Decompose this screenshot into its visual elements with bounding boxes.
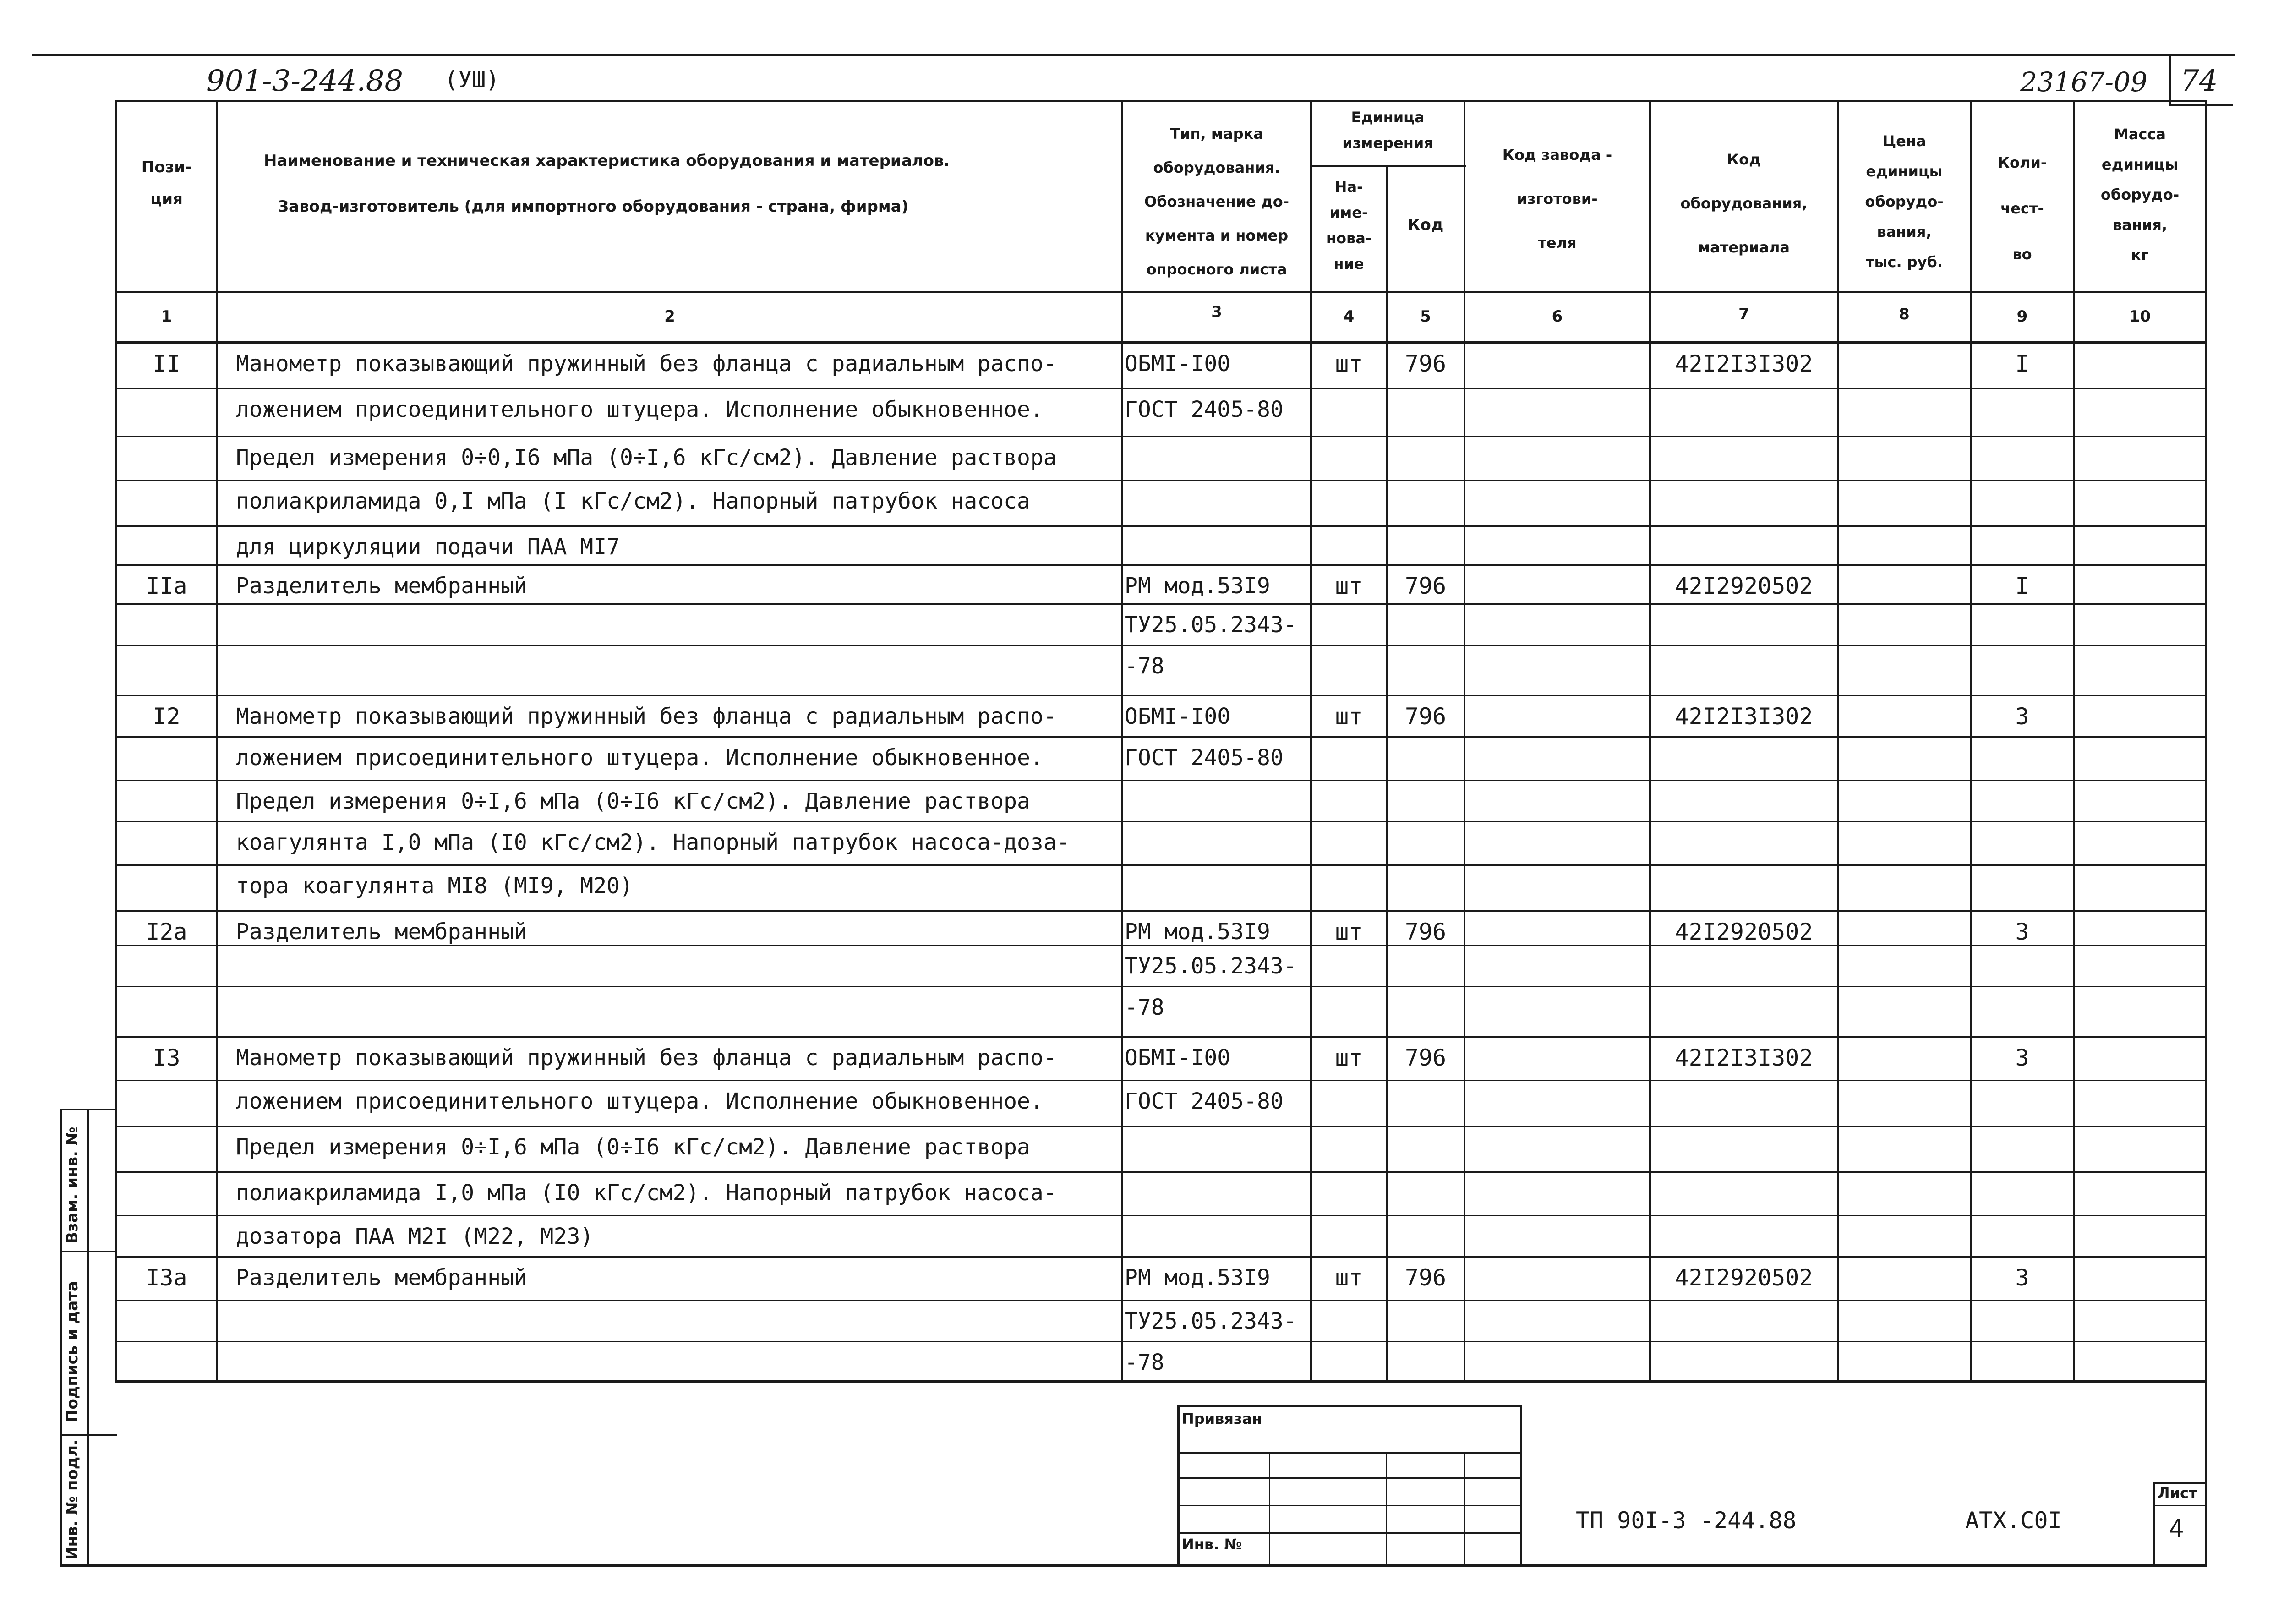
cell-equip-code: 42I2I3I302: [1675, 350, 1813, 377]
cell-type: ТУ25.05.2343-: [1125, 1308, 1297, 1334]
cell-pos: II: [153, 350, 180, 377]
header-position: Пози- ция: [141, 158, 192, 208]
cell-equip-code: 42I2920502: [1675, 1264, 1813, 1291]
cell-type: ТУ25.05.2343-: [1125, 953, 1297, 979]
header-type: Тип, марка оборудования. Обозначение до- кумента и номер опросного листа: [1144, 125, 1289, 278]
cell-name: ложением присоединительного штуцера. Исполнение обыкновенное.: [236, 745, 1044, 771]
header-unit-name: На- име- нова- ние: [1326, 178, 1372, 273]
title-block-col-2: [1386, 1452, 1387, 1564]
cell-name: дозатора ПАА М2I (М22, М23): [236, 1224, 594, 1249]
cell-name: ложением присоединительного штуцера. Исполнение обыкновенное.: [236, 1088, 1044, 1114]
cell-equip-code: 42I2I3I302: [1675, 703, 1813, 730]
cell-code: 796: [1404, 350, 1447, 377]
cell-name: Разделитель мембранный: [236, 1265, 527, 1290]
header-factory-code: Код завода - изготови- теля: [1502, 146, 1612, 252]
sheet-right-border: [2205, 100, 2207, 1566]
col-line-8: [1970, 100, 1972, 1383]
cell-code: 796: [1404, 1044, 1447, 1071]
table-top-border: [115, 100, 2207, 102]
side-stamp-inner-line: [87, 1109, 89, 1567]
cell-name: Манометр показывающий пружинный без фланца с радиальным распо-: [236, 704, 1057, 729]
title-block-row-3: [1177, 1505, 1521, 1506]
cell-unit: шт: [1335, 1264, 1363, 1291]
header-unit-group: Единица измерения: [1342, 109, 1433, 152]
title-block-top: [1177, 1405, 1521, 1407]
cell-type: ГОСТ 2405-80: [1125, 745, 1284, 771]
sheet-number: 4: [2169, 1514, 2184, 1543]
cell-unit: шт: [1335, 1044, 1363, 1071]
header-mass: Масса единицы оборудо- вания, кг: [2100, 126, 2180, 264]
document-number: 901-3-244.88: [206, 64, 404, 98]
col-number-3: 3: [1211, 303, 1222, 321]
col-number-10: 10: [2129, 307, 2151, 326]
unit-group-divider: [1310, 165, 1466, 167]
col-line-6: [1649, 100, 1651, 1383]
col-number-1: 1: [161, 307, 172, 326]
col-number-5: 5: [1420, 307, 1431, 326]
cell-name: тора коагулянта МI8 (МI9, М20): [236, 873, 633, 899]
cell-type: ОБМI-I00: [1125, 351, 1231, 377]
top-border-line: [32, 54, 2235, 56]
cell-name: для циркуляции подачи ПАА МI7: [236, 534, 620, 560]
cell-qty: 3: [2015, 1044, 2029, 1071]
col-number-2: 2: [664, 307, 675, 326]
cell-name: Предел измерения 0÷I,6 мПа (0÷I6 кГс/см2). Давление раствора: [236, 1134, 1030, 1160]
col-line-7: [1837, 100, 1839, 1383]
side-stamp-vzam: Взам. инв. №: [63, 1126, 82, 1244]
cell-type: ОБМI-I00: [1125, 704, 1231, 729]
privyazan-label: Привязан: [1182, 1410, 1262, 1427]
cell-pos: I2a: [146, 919, 187, 945]
cell-unit: шт: [1335, 350, 1363, 377]
cell-type: РМ мод.53I9: [1125, 573, 1270, 599]
cell-name: Разделитель мембранный: [236, 573, 527, 599]
cell-equip-code: 42I2920502: [1675, 919, 1813, 945]
side-stamp-top: [60, 1109, 117, 1110]
document-mark: АТХ.С0I: [1965, 1507, 2062, 1534]
title-block-col-1: [1269, 1452, 1270, 1564]
cell-code: 796: [1404, 573, 1447, 599]
cell-code: 796: [1404, 703, 1447, 730]
header-quantity: Коли- чест- во: [1997, 154, 2047, 263]
header-bottom-line: [115, 291, 2207, 293]
header-equipment-code: Код оборудования, материала: [1680, 151, 1808, 256]
col-line-2: [1121, 100, 1123, 1383]
page-box-bottom: [2169, 104, 2233, 106]
cell-qty: 3: [2015, 703, 2029, 730]
cell-unit: шт: [1335, 703, 1363, 730]
cell-qty: 3: [2015, 919, 2029, 945]
cell-name: полиакриламида I,0 мПа (I0 кГс/см2). Напорный патрубок насоса-: [236, 1180, 1057, 1206]
header-price: Цена единицы оборудо- вания, тыс. руб.: [1865, 132, 1944, 271]
cell-type: РМ мод.53I9: [1125, 1265, 1270, 1290]
title-block-row-2: [1177, 1477, 1521, 1479]
side-stamp-inv-podl: Инв. № подл.: [63, 1439, 82, 1560]
title-block-col-3: [1464, 1452, 1465, 1564]
cell-equip-code: 42I2I3I302: [1675, 1044, 1813, 1071]
cell-unit: шт: [1335, 573, 1363, 599]
cell-type: ОБМI-I00: [1125, 1045, 1231, 1071]
cell-type: ТУ25.05.2343-: [1125, 612, 1297, 638]
col-line-5: [1464, 100, 1465, 1383]
side-stamp-divider-1: [60, 1251, 117, 1252]
cell-type: РМ мод.53I9: [1125, 919, 1270, 945]
col-number-8: 8: [1899, 305, 1910, 323]
cell-pos: I3: [153, 1044, 180, 1071]
sheet-bottom-border: [60, 1564, 2207, 1567]
col-number-4: 4: [1343, 307, 1355, 326]
cell-name: полиакриламида 0,I мПа (I кГс/см2). Напорный патрубок насоса: [236, 488, 1030, 514]
col-number-7: 7: [1738, 305, 1749, 323]
col-line-1: [216, 100, 218, 1383]
sheet-label: Лист: [2158, 1484, 2197, 1502]
cell-code: 796: [1404, 919, 1447, 945]
cell-name: коагулянта I,0 мПа (I0 кГс/см2). Напорный патрубок насоса-доза-: [236, 830, 1070, 855]
cell-code: 796: [1404, 1264, 1447, 1291]
cell-equip-code: 42I2920502: [1675, 573, 1813, 599]
page-box-divider: [2169, 54, 2171, 104]
cell-pos: I3a: [146, 1264, 187, 1291]
side-stamp-outer-line: [60, 1109, 62, 1567]
cell-name: Предел измерения 0÷0,I6 мПа (0÷I,6 кГс/см2). Давление раствора: [236, 445, 1057, 470]
side-stamp-podpis: Подпись и дата: [63, 1281, 82, 1422]
col-line-3: [1310, 100, 1312, 1383]
cell-name: Манометр показывающий пружинный без фланца с радиальным распо-: [236, 1045, 1057, 1071]
cell-name: Манометр показывающий пружинный без фланца с радиальным распо-: [236, 351, 1057, 377]
header-name-line1: Наименование и техническая характеристика оборудования и материалов.: [264, 152, 950, 170]
side-stamp-divider-2: [60, 1434, 117, 1436]
cell-type: -78: [1125, 1350, 1164, 1375]
header-unit-code: Код: [1407, 216, 1444, 234]
col-line-9: [2073, 100, 2075, 1383]
title-block-divider: [1520, 1405, 1522, 1566]
document-code: ТП 90I-3 -244.88: [1576, 1507, 1797, 1534]
cell-type: -78: [1125, 995, 1164, 1020]
inv-no-label: Инв. №: [1182, 1536, 1242, 1553]
sheet-box-top: [2153, 1482, 2206, 1484]
cell-name: Разделитель мембранный: [236, 919, 527, 945]
sheet-box-left: [2153, 1482, 2155, 1566]
cell-type: -78: [1125, 653, 1164, 679]
col-number-9: 9: [2016, 307, 2028, 326]
cell-type: ГОСТ 2405-80: [1125, 1088, 1284, 1114]
cell-qty: 3: [2015, 1264, 2029, 1291]
archive-number: 23167-09: [2020, 66, 2147, 98]
cell-name: ложением присоединительного штуцера. Исполнение обыкновенное.: [236, 397, 1044, 422]
cell-qty: I: [2015, 573, 2029, 599]
sheet-box-divider: [2153, 1505, 2206, 1506]
col-number-6: 6: [1552, 307, 1563, 326]
cell-pos: IIa: [146, 573, 187, 599]
cell-pos: I2: [153, 703, 180, 730]
header-name-line2: Завод-изготовитель (для импортного оборудования - страна, фирма): [278, 197, 909, 216]
document-suffix: (УШ): [444, 66, 500, 93]
cell-unit: шт: [1335, 919, 1363, 945]
title-block-row-1: [1177, 1452, 1521, 1454]
cell-qty: I: [2015, 350, 2029, 377]
page-number-handwritten: 74: [2180, 64, 2218, 98]
title-block-left: [1177, 1405, 1180, 1566]
cell-type: ГОСТ 2405-80: [1125, 397, 1284, 422]
title-block-row-4: [1177, 1532, 1521, 1534]
cell-name: Предел измерения 0÷I,6 мПа (0÷I6 кГс/см2). Давление раствора: [236, 788, 1030, 814]
